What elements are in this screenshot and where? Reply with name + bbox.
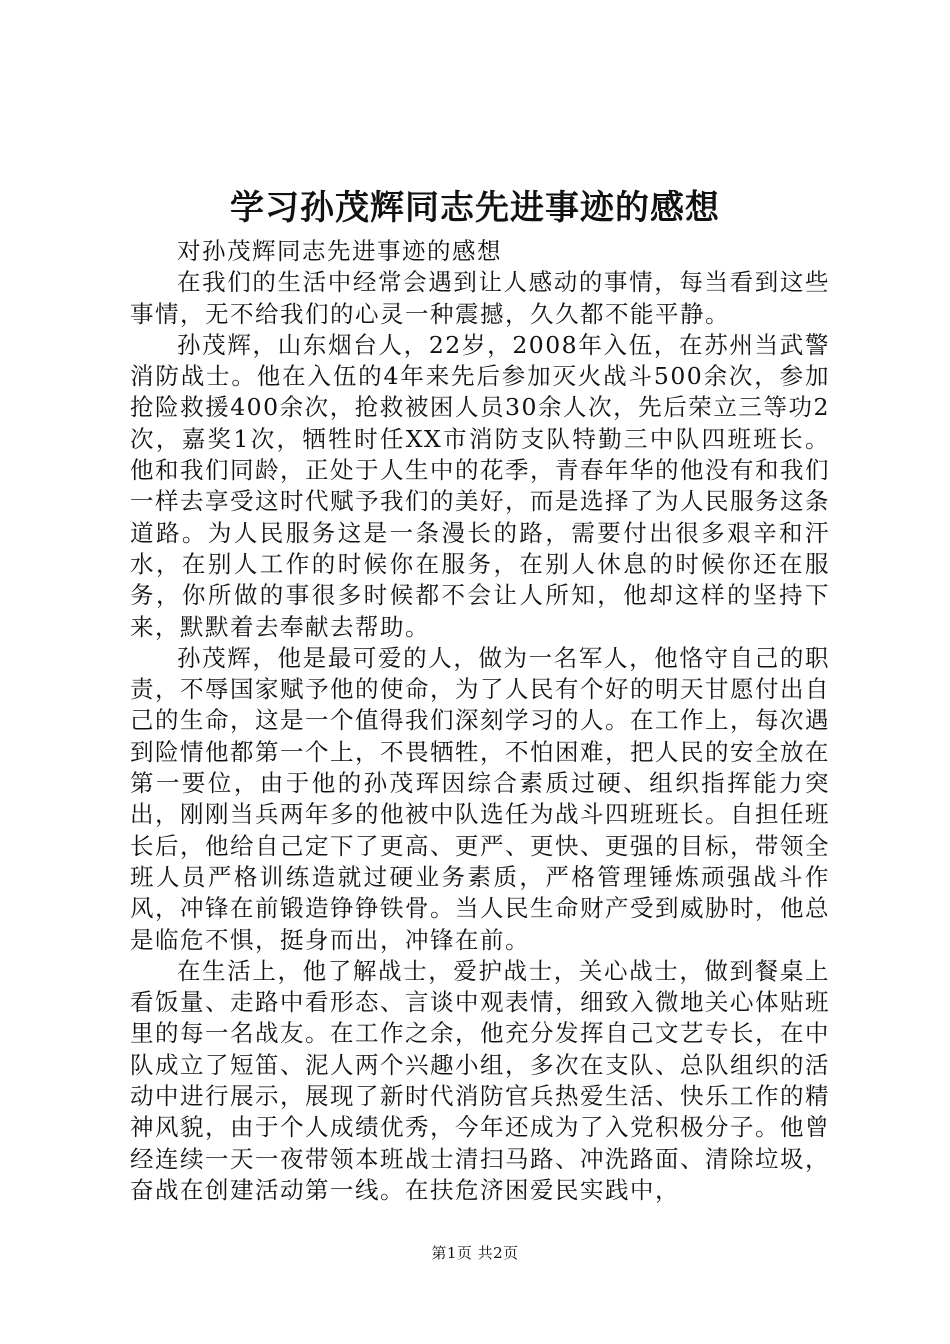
paragraph: 在我们的生活中经常会遇到让人感动的事情，每当看到这些事情，无不给我们的心灵一种震撼，久久都不能平静。	[130, 268, 830, 328]
paragraph: 孙茂辉，他是最可爱的人，做为一名军人，他恪守自己的职责，不辱国家赋予他的使命，为了人民有个好的明天甘愿付出自己的生命，这是一个值得我们深刻学习的人。在工作上，每次遇到险情他都第一个上，不畏牺牲，不怕困难，把人民的安全放在第一要位，由于他的孙茂珲因综合素质过硬、组织指挥能力突出，刚刚当兵两年多的他被中队选任为战斗四班班长。自担任班长后，他给自己定下了更高、更严、更快、更强的目标，带领全班人员严格训练造就过硬业务素质，严格管理锤炼顽强战斗作风，冲锋在前锻造铮铮铁骨。当人民生命财产受到威胁时，他总是临危不惧，挺身而出，冲锋在前。	[130, 643, 830, 954]
page-footer: 第1页 共2页	[431, 1244, 519, 1262]
document-body	[130, 236, 830, 1206]
paragraph: 在生活上，他了解战士，爱护战士，关心战士，做到餐桌上看饭量、走路中看形态、言谈中观表情，细致入微地关心体贴班里的每一名战友。在工作之余，他充分发挥自己文艺专长，在中队成立了短笛、泥人两个兴趣小组，多次在支队、总队组织的活动中进行展示，展现了新时代消防官兵热爱生活、快乐工作的精神风貌，由于个人成绩优秀，今年还成为了入党积极分子。他曾经连续一天一夜带领本班战士清扫马路、冲洗路面、清除垃圾，奋战在创建活动第一线。在扶危济困爱民实践中，	[130, 956, 830, 1204]
document-title: 学习孙茂辉同志先进事迹的感想	[230, 188, 720, 228]
paragraph: 孙茂辉，山东烟台人，22岁，2008年入伍，在苏州当武警消防战士。他在入伍的4年来先后参加灭火战斗500余次，参加抢险救援400余次，抢救被困人员30余人次，先后荣立三等功2次，嘉奖1次，牺牲时任XX市消防支队特勤三中队四班班长。他和我们同龄，正处于人生中的花季，青春年华的他没有和我们一样去享受这时代赋予我们的美好，而是选择了为人民服务这条道路。为人民服务这是一条漫长的路，需要付出很多艰辛和汗水，在别人工作的时候你在服务，在别人休息的时候你还在服务，你所做的事很多时候都不会让人所知，他却这样的坚持下来，默默着去奉献去帮助。	[130, 330, 830, 641]
paragraph-subtitle: 对孙茂辉同志先进事迹的感想	[177, 237, 502, 265]
